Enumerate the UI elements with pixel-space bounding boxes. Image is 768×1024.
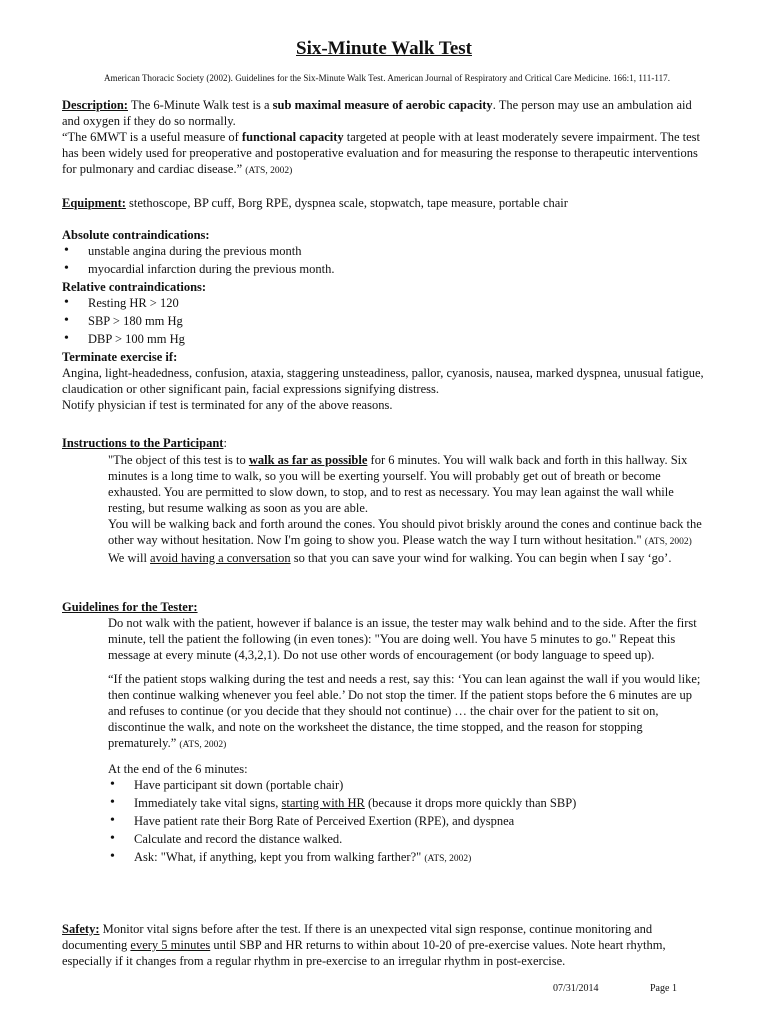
guidelines-label: Guidelines for the Tester:: [62, 600, 198, 614]
list-item: • Calculate and record the distance walked.: [108, 831, 708, 849]
instructions-text-2d: so that you can save your wind for walking. You can begin when I say ‘go’.: [290, 551, 672, 565]
safety-section: [62, 921, 712, 969]
guidelines-cite: (ATS, 2002): [179, 740, 227, 750]
relative-heading: Relative contraindications:: [62, 280, 207, 294]
citation: American Thoracic Society (2002). Guidelines for the Six-Minute Walk Test. American Journal of Respiratory and Critical Care Medicine. 166:1, 111-117.: [103, 73, 670, 83]
list-item: • Immediately take vital signs, starting with HR (because it drops more quickly than SBP): [108, 795, 708, 813]
description-text-2: . The person may use an ambulation aid and oxygen if they do so normally.: [62, 98, 692, 128]
description-quote-2: targeted at people with at least moderately severe impairment. The test has been widely used for preoperative and postoperative evaluation and for measuring the response to therapeutic interventions for pulmonary and cardiac disease.”: [62, 130, 701, 176]
list-item: • Have patient rate their Borg Rate of Perceived Exertion (RPE), and dyspnea: [108, 813, 708, 831]
guidelines-heading: [62, 599, 712, 615]
instructions-underline: avoid having a conversation: [150, 551, 291, 565]
contraindications-section: [62, 227, 712, 413]
equipment-section: [62, 195, 712, 211]
guidelines-quote: “If the patient stops walking during the test and needs a rest, say this: ‘You can lean against the wall if you would like; then continue walking whenever you feel able.’ Do not stop the timer. If the patient stops before the 6 minutes are up and refuses to continue (or you decide that they should not continue) … the chair over for the patient to sit on, discontinue the walk, and note on the worksheet the distance, the time stopped, and the reason for stopping prematurely.”: [108, 672, 701, 750]
description-bold-1: sub maximal measure of aerobic capacity: [272, 98, 493, 112]
safety-text-1: Monitor vital signs before after the test. If there is an unexpected vital sign response, continue monitoring and documenting: [62, 922, 653, 952]
description-cite: (ATS, 2002): [245, 166, 293, 176]
list-item: • unstable angina during the previous month: [62, 243, 712, 261]
description-bold-2: functional capacity: [241, 130, 344, 144]
guidelines-paragraph-1: Do not walk with the patient, however if balance is an issue, the tester may walk behind and to the side. After the first minute, tell the patient the following (in even tones): "You are doing well. You have 5 minutes to go." Repeat this message at every minute (4,3,2,1). Do not use other words of encouragement (or body language to speed up).: [108, 616, 697, 662]
instructions-text-2b: We will: [108, 551, 151, 565]
footer-date: 07/31/2014: [553, 983, 599, 994]
terminate-notify: Notify physician if test is terminated for any of the above reasons.: [62, 398, 393, 412]
safety-label: Safety:: [62, 922, 100, 936]
instructions-heading: [62, 435, 712, 451]
absolute-heading: Absolute contraindications:: [62, 228, 210, 242]
instructions-text-1c: for 6 minutes. You will walk back and forth in this hallway. Six minutes is a long time to walk, so you will be exerting yourself. You will probably get out of breath or become exhausted. You are permitted to slow down, to stop, and to rest as necessary. You may lean against the wall while resting, but resume walking as soon as you are able.: [108, 453, 688, 515]
description-text-1: The 6-Minute Walk test is a: [127, 98, 273, 112]
description-section: [62, 97, 712, 179]
absolute-list: [62, 243, 712, 279]
relative-list: [62, 295, 712, 349]
list-item: • Have participant sit down (portable chair): [108, 777, 708, 795]
instructions-text-2a: You will be walking back and forth around the cones. You should pivot briskly around the cones and continue back the other way without hesitation. Now I'm going to show you. Please watch the way I turn without hesitation.": [108, 517, 702, 547]
list-item: • Resting HR > 120: [62, 295, 712, 313]
instructions-colon: :: [223, 436, 227, 450]
instructions-body: [108, 452, 708, 566]
instructions-text-1a: "The object of this test is to: [108, 453, 249, 467]
end-list: [108, 777, 708, 867]
equipment-label: Equipment:: [62, 196, 126, 210]
guidelines-body: [108, 615, 708, 867]
instructions-emphasis: walk as far as possible: [248, 453, 368, 467]
description-label: Description:: [62, 98, 128, 112]
list-item: • SBP > 180 mm Hg: [62, 313, 712, 331]
terminate-text: Angina, light-headedness, confusion, ataxia, staggering unsteadiness, pallor, cyanosis, nausea, marked dyspnea, unusual fatigue, claudication or other significant pain, facial expressions signifying distress.: [62, 366, 704, 396]
end-heading: At the end of the 6 minutes:: [108, 762, 248, 776]
equipment-text: stethoscope, BP cuff, Borg RPE, dyspnea scale, stopwatch, tape measure, portable chair: [125, 196, 568, 210]
guidelines-paragraph-2: [108, 671, 708, 753]
page-title: Six-Minute Walk Test: [296, 38, 472, 59]
list-item: • Ask: "What, if anything, kept you from walking farther?" (ATS, 2002): [108, 849, 708, 867]
footer-page-number: Page 1: [650, 983, 677, 994]
instructions-cite: (ATS, 2002): [644, 537, 692, 547]
list-item: • DBP > 100 mm Hg: [62, 331, 712, 349]
instructions-label: Instructions to the Participant: [62, 436, 224, 450]
list-item: • myocardial infarction during the previous month.: [62, 261, 712, 279]
terminate-heading: Terminate exercise if:: [62, 350, 178, 364]
description-quote-1: “The 6MWT is a useful measure of: [62, 130, 242, 144]
safety-text-3: until SBP and HR returns to within about 10-20 of pre-exercise values. Note heart rhythm, especially if it changes from a regular rhythm in pre-exercise to an irregular rhythm in post-exercise.: [62, 938, 666, 968]
safety-underline: every 5 minutes: [130, 938, 211, 952]
